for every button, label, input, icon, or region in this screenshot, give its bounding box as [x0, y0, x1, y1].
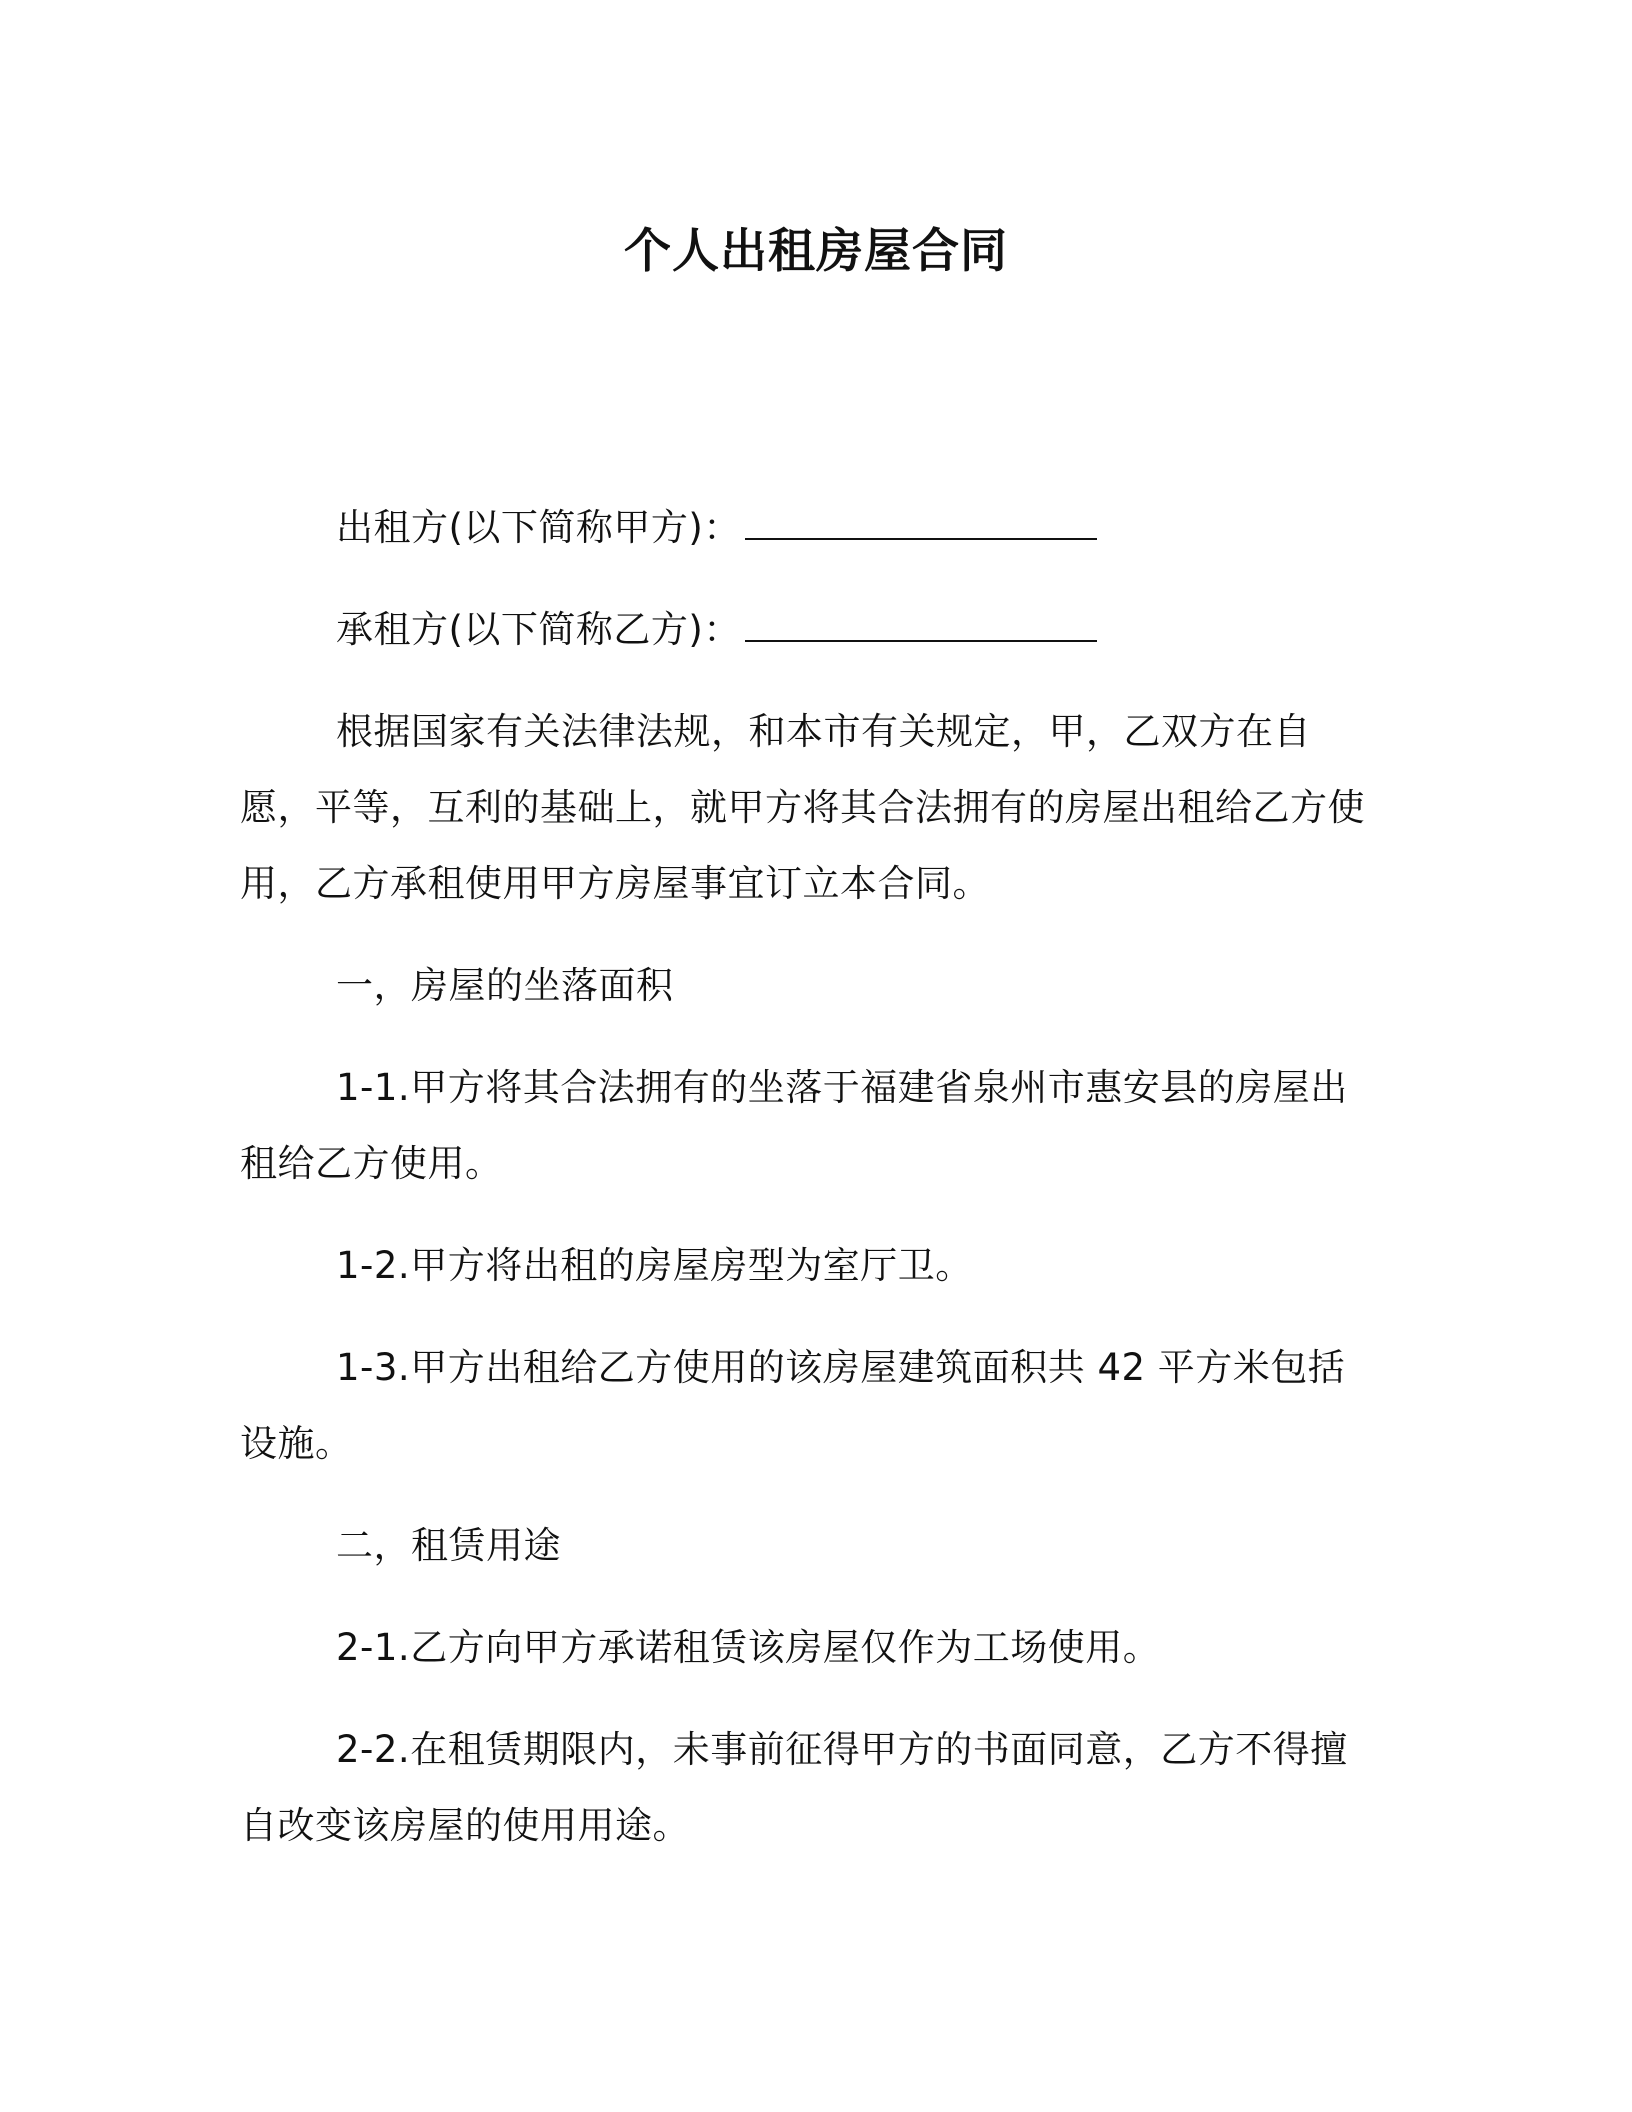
document-body [240, 490, 1380, 1890]
clause-1-2: 1-2.甲方将出租的房屋房型为室厅卫。 [336, 1244, 973, 1287]
lessor-field [240, 490, 1380, 566]
lessee-blank-line [745, 606, 1097, 642]
clause-1-1: 1-1.甲方将其合法拥有的坐落于福建省泉州市惠安县的房屋出租给乙方使用。 [240, 1066, 1348, 1185]
clause-2-2: 2-2.在租赁期限内，未事前征得甲方的书面同意，乙方不得擅自改变该房屋的使用用途。 [240, 1728, 1348, 1847]
lessee-label: 承租方(以下简称乙方)： [336, 608, 741, 651]
lessor-blank-line [745, 504, 1097, 540]
clause-1-3: 1-3.甲方出租给乙方使用的该房屋建筑面积共 42 平方米包括设施。 [240, 1346, 1346, 1465]
preamble-paragraph: 根据国家有关法律法规，和本市有关规定，甲，乙双方在自愿，平等，互利的基础上，就甲方将其合法拥有的房屋出租给乙方使用，乙方承租使用甲方房屋事宜订立本合同。 [240, 710, 1365, 905]
document-title: 个人出租房屋合同 [624, 224, 1008, 279]
section-heading-1: 一，房屋的坐落面积 [336, 964, 674, 1007]
lessor-label: 出租方(以下简称甲方)： [336, 506, 741, 549]
lessee-field [240, 592, 1380, 668]
section-heading-2: 二，租赁用途 [336, 1524, 561, 1567]
clause-2-1: 2-1.乙方向甲方承诺租赁该房屋仅作为工场使用。 [336, 1626, 1161, 1669]
